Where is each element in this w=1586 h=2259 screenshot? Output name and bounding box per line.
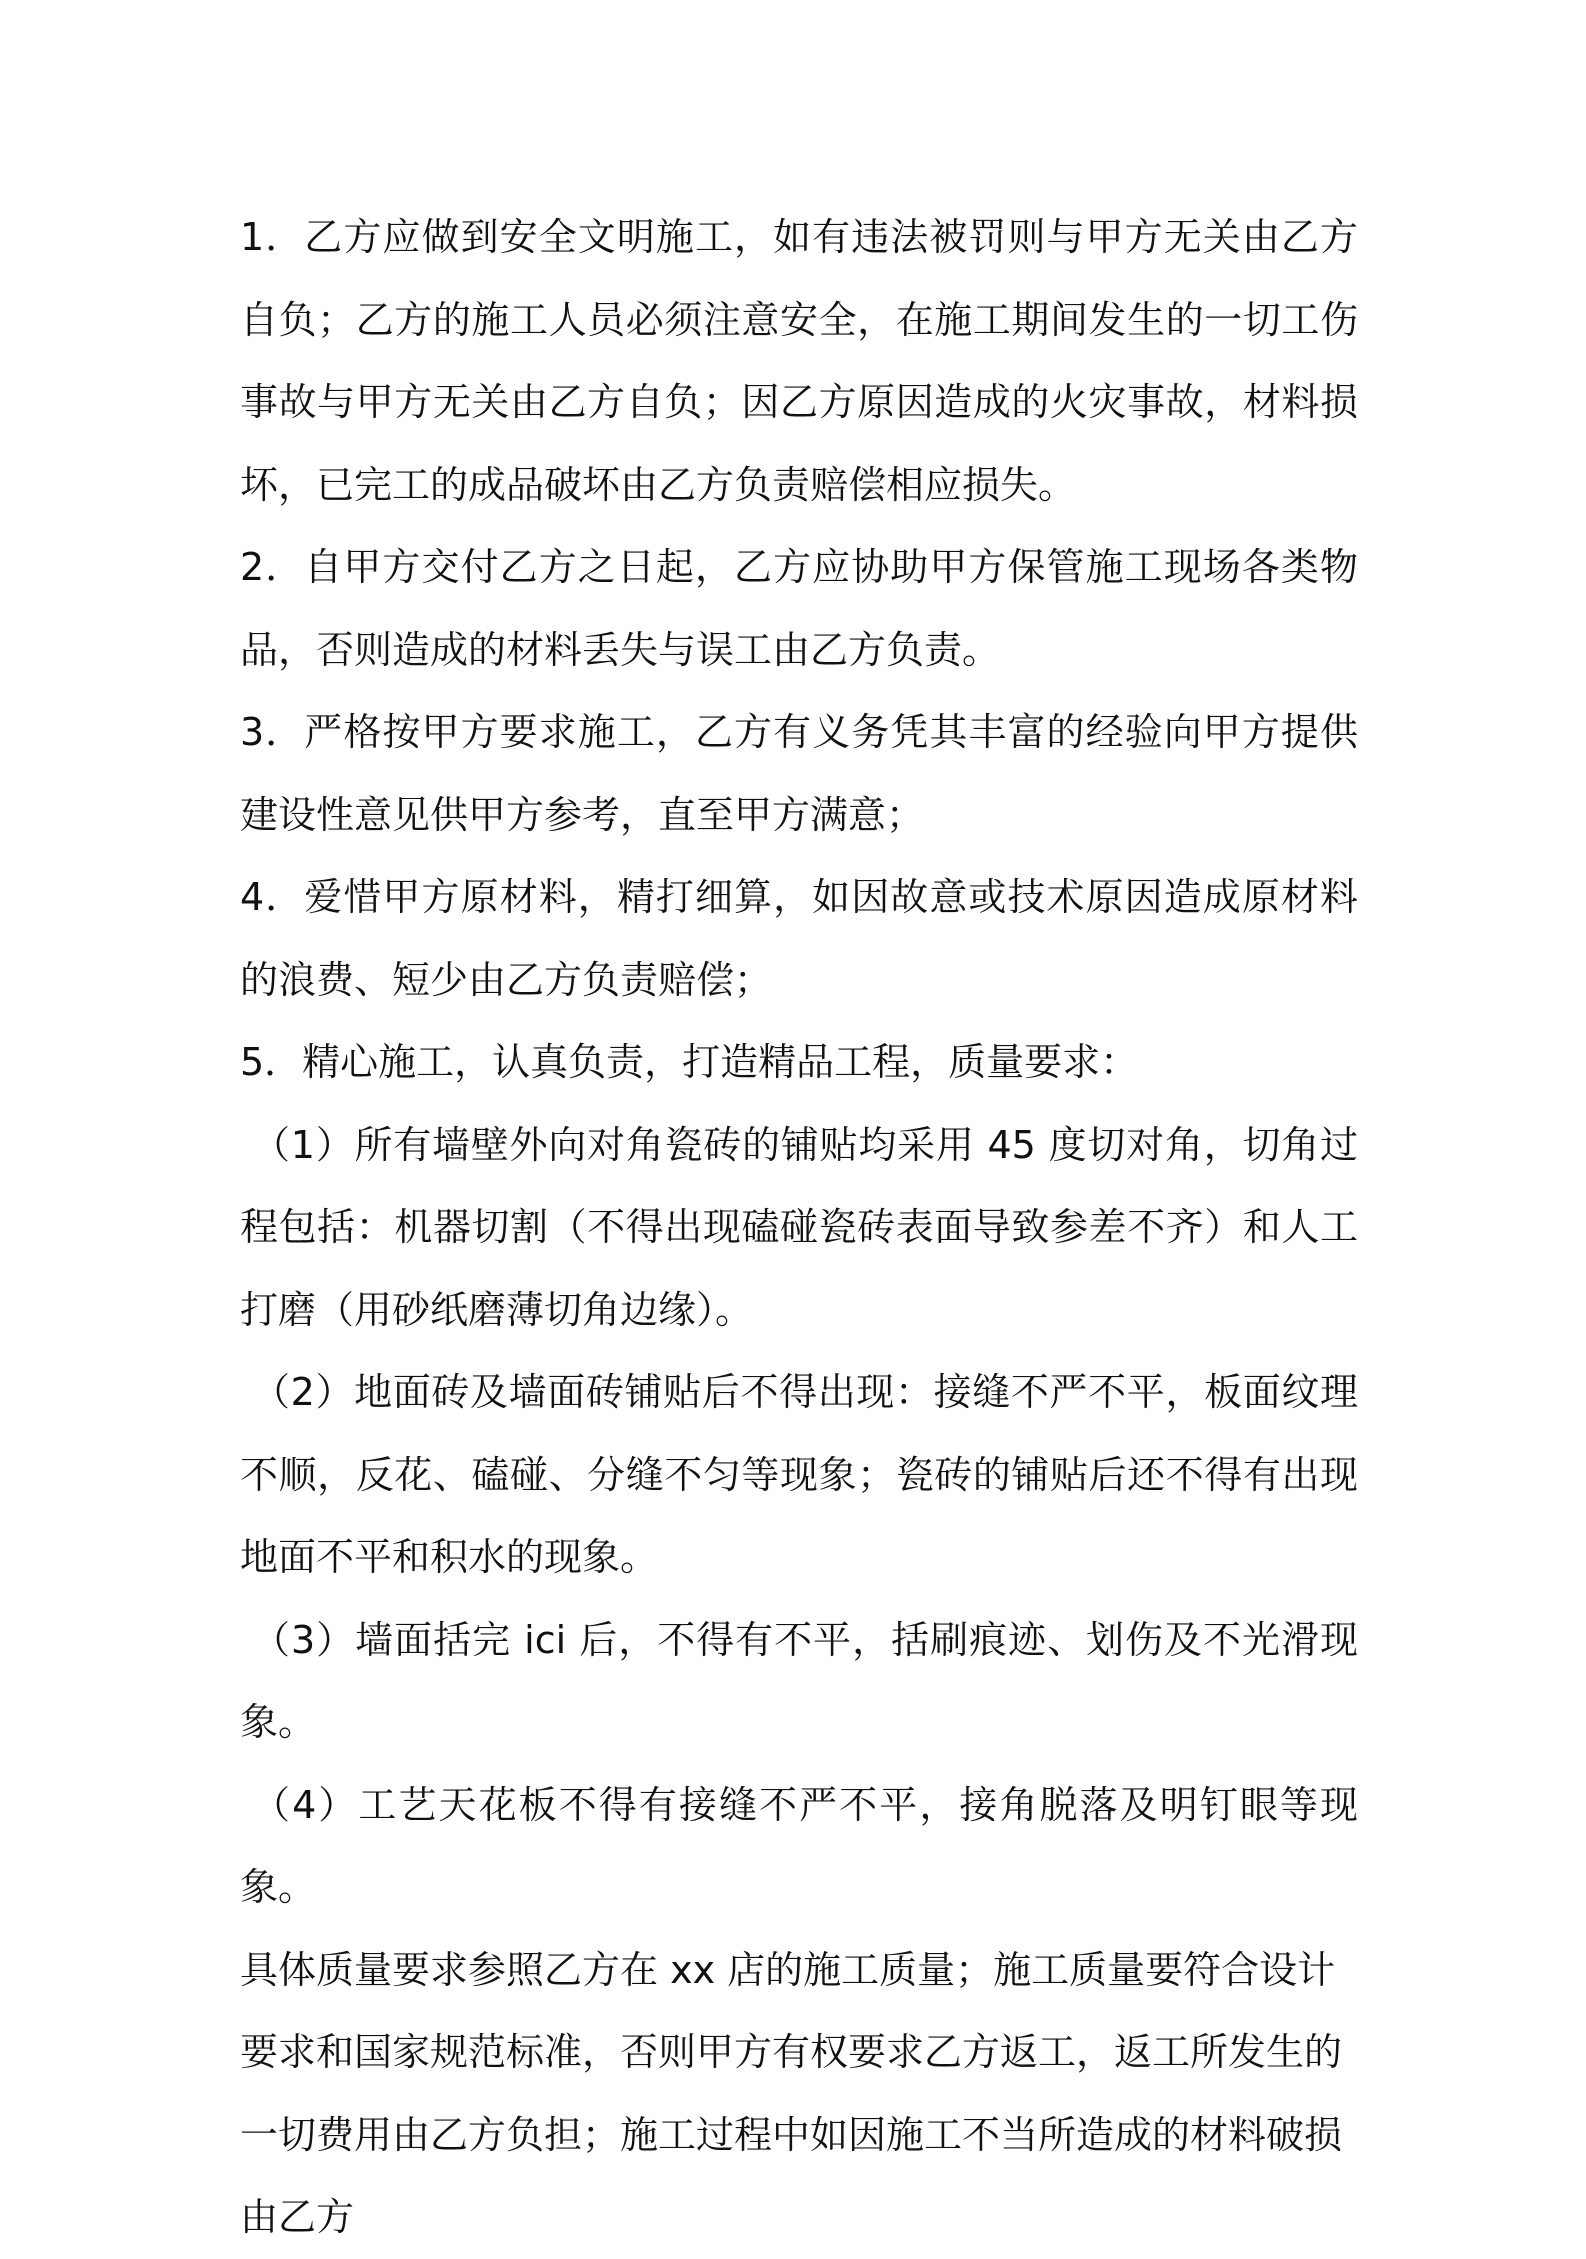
clause-5-item-1: （1）所有墙壁外向对角瓷砖的铺贴均采用 45 度切对角，切角过程包括：机器切割（不得出现磕碰瓷砖表面导致参差不齐）和人工打磨（用砂纸磨薄切角边缘）。: [240, 1122, 1358, 1332]
clause-4: 4．爱惜甲方原材料，精打细算，如因故意或技术原因造成原材料的浪费、短少由乙方负责赔偿；: [240, 875, 1358, 1002]
clause-2: 2．自甲方交付乙方之日起，乙方应协助甲方保管施工现场各类物品，否则造成的材料丢失与误工由乙方负责。: [240, 545, 1358, 672]
clause-3: 3．严格按甲方要求施工，乙方有义务凭其丰富的经验向甲方提供建设性意见供甲方参考，直至甲方满意；: [240, 710, 1358, 837]
quality-requirements-paragraph: 具体质量要求参照乙方在 xx 店的施工质量；施工质量要符合设计要求和国家规范标准，否则甲方有权要求乙方返工，返工所发生的一切费用由乙方负担；施工过程中如因施工不当所造成的材料破损由乙方: [240, 1947, 1343, 2239]
clause-1: 1．乙方应做到安全文明施工，如有违法被罚则与甲方无关由乙方自负；乙方的施工人员必须注意安全，在施工期间发生的一切工伤事故与甲方无关由乙方自负；因乙方原因造成的火灾事故，材料损坏，已完工的成品破坏由乙方负责赔偿相应损失。: [240, 215, 1358, 507]
document-body: [240, 196, 1358, 2259]
clause-5-item-3: （3）墙面括完 ici 后，不得有不平，括刷痕迹、划伤及不光滑现象。: [240, 1617, 1358, 1744]
clause-5-item-2: （2）地面砖及墙面砖铺贴后不得出现：接缝不严不平，板面纹理不顺，反花、磕碰、分缝不匀等现象；瓷砖的铺贴后还不得有出现地面不平和积水的现象。: [240, 1370, 1358, 1579]
clause-5: 5．精心施工，认真负责，打造精品工程，质量要求：: [240, 1040, 1139, 1084]
clause-5-item-4: （4）工艺天花板不得有接缝不严不平，接角脱落及明钉眼等现象。: [240, 1782, 1358, 1909]
